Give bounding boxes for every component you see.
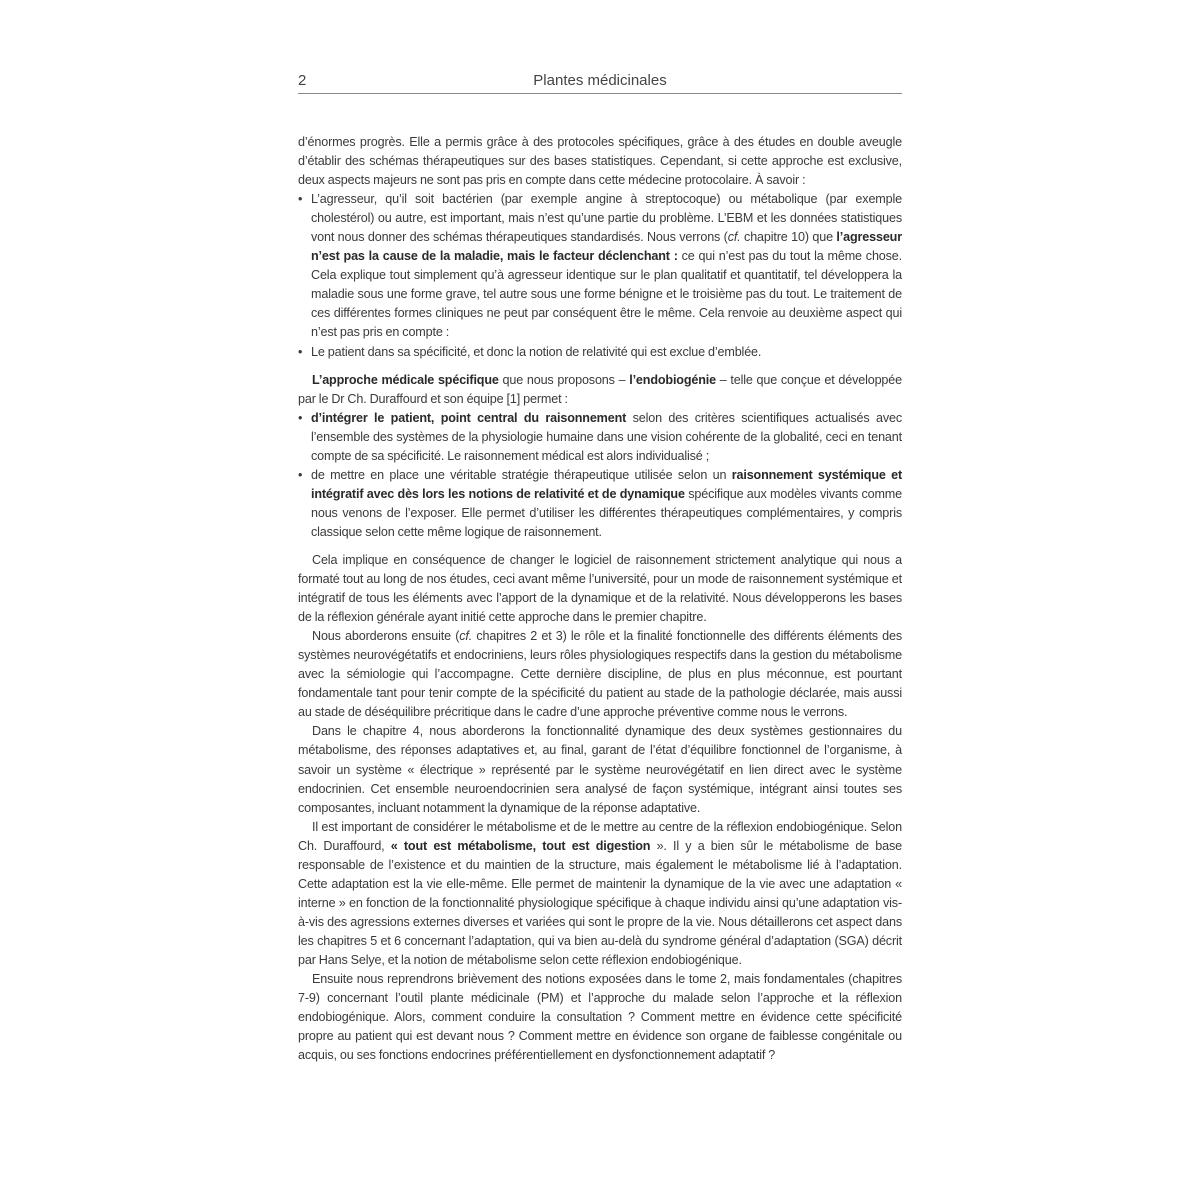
list-item bbox=[298, 343, 902, 362]
bold-text: d’intégrer le patient, point central du raisonnement bbox=[311, 410, 627, 425]
text-run: Il est important de considérer le métabolisme et de le mettre au centre de la réflexion endobiogénique. Selon Ch. Duraffourd, bbox=[298, 819, 902, 853]
paragraph-1: d’énormes progrès. Elle a permis grâce à des protocoles spécifiques, grâce à des études en double aveugle d’établir des schémas thérapeutiques sur des bases statistiques. Cependant, si cette approche est exclusive, deux aspects majeurs ne sont pas pris en compte dans cette médecine protocolaire. À savoir : bbox=[298, 135, 902, 188]
text-run: spécifique aux modèles vivants comme nous venons de l’exposer. Elle permet d’utiliser les différentes thérapeutiques complémentaires, y compris classique selon cette même logique de raisonnement. bbox=[311, 486, 902, 539]
text-run: L’agresseur, qu’il soit bactérien (par exemple angine à streptocoque) ou métabolique (par exemple cholestérol) ou autre, est important, mais n’est qu’une partie du problème. L’EBM et les données statistiques vont nous donner des schémas thérapeutiques standardisés. Nous verrons ( bbox=[311, 192, 902, 245]
text-run: selon des critères scientifiques actualisés avec l’ensemble des systèmes de la physiologie humaine dans une vision cohérente de la globalité, ceci en tenant compte de sa spécificité. Le raisonnement médical est alors individualisé ; bbox=[311, 410, 902, 463]
bold-text: L’approche médicale spécifique bbox=[312, 372, 499, 387]
paragraph-4 bbox=[298, 627, 902, 722]
bold-text: « tout est métabolisme, tout est digestion bbox=[390, 838, 651, 853]
paragraph-3: Cela implique en conséquence de changer le logiciel de raisonnement strictement analytique qui nous a formaté tout au long de nos études, ceci avant même l’université, pour un mode de raisonnement systémique et intégratif de tous les éléments avec l’apport de la dynamique et de la relativité. Nous développerons les bases de la réflexion générale ayant initié cette approche dans le premier chapitre. bbox=[298, 552, 902, 625]
paragraph-7: Ensuite nous reprendrons brièvement des notions exposées dans le tome 2, mais fondamentales (chapitres 7-9) concernant l’outil plante médicinale (PM) et l’approche du malade selon l’approche et la réflexion endobiogénique. Alors, comment conduire la consultation ? Comment mettre en évidence cette spécificité propre au patient qui est devant nous ? Comment mettre en évidence son organe de faiblesse congénitale ou acquis, ou ses fonctions endocrines préférentiellement en dysfonctionnement adaptatif ? bbox=[298, 972, 902, 1063]
book-page bbox=[298, 70, 902, 1065]
cf-italic: cf. bbox=[727, 230, 741, 245]
bullet-list-2 bbox=[298, 409, 902, 542]
text-run: Le patient dans sa spécificité, et donc la notion de relativité qui est exclue d’emblée. bbox=[311, 344, 762, 359]
bold-text: l’agresseur n’est pas la cause de la maladie, mais le facteur déclenchant : bbox=[311, 230, 902, 264]
paragraph-2 bbox=[298, 371, 902, 409]
list-item bbox=[298, 466, 902, 542]
text-run: chapitres 2 et 3) le rôle et la finalité fonctionnelle des différents éléments des systèmes neurovégétatifs et endocriniens, leurs rôles physiologiques respectifs dans la gestion du métabolisme avec la sémiologie qui l’accompagne. Cette dernière discipline, de plus en plus méconnue, est pourtant fondamentale tant pour tenir compte de la spécificité du patient au stade de la pathologie déclarée, mais aussi au stade de déséquilibre précritique dans le cadre d’une approche préventive comme nous le verrons. bbox=[298, 629, 903, 720]
body-text bbox=[298, 133, 902, 1065]
text-run: de mettre en place une véritable stratégie thérapeutique utilisée selon un bbox=[311, 467, 732, 482]
bold-text: raisonnement systémique et intégratif avec dès lors les notions de relativité et de dynamique bbox=[311, 467, 902, 501]
bold-text: l’endobiogénie bbox=[629, 372, 716, 387]
paragraph-6 bbox=[298, 818, 902, 970]
list-item bbox=[298, 190, 902, 342]
text-run: – telle que conçue et développée par le Dr Ch. Duraffourd et son équipe [1] permet : bbox=[298, 372, 902, 406]
paragraph-5: Dans le chapitre 4, nous aborderons la fonctionnalité dynamique des deux systèmes gestionnaires du métabolisme, des réponses adaptatives et, au final, garant de l’état d’équilibre fonctionnel de l’organisme, à savoir un système « électrique » représenté par le système neurovégétatif en lien direct avec le système endocrinien. Cet ensemble neuroendocrinien sera analysé de façon systémique, intégrant ainsi toutes ses composantes, incluant notamment la dynamique de la réponse adaptative. bbox=[298, 724, 902, 815]
text-run: Nous aborderons ensuite ( bbox=[312, 629, 460, 644]
cf-italic: cf. bbox=[459, 629, 473, 644]
running-title: Plantes médicinales bbox=[533, 72, 667, 89]
text-run: que nous proposons – bbox=[498, 372, 630, 387]
page-number: 2 bbox=[298, 72, 307, 89]
list-item bbox=[298, 409, 902, 466]
text-run: ». Il y a bien sûr le métabolisme de base responsable de l’existence et du maintien de la structure, mais également le métabolisme lié à l’adaptation. Cette adaptation est la vie elle-même. Elle permet de maintenir la dynamique de la vie avec une adaptation « interne » en fonction de la fonctionnalité physiologique spécifique à chaque individu ainsi qu’une adaptation vis-à-vis des agressions externes diverses et variées qui sont le propre de la vie. Nous détaillerons cet aspect dans les chapitres 5 et 6 concernant l’adaptation, qui va bien au-delà du syndrome général d’adaptation (SGA) décrit par Hans Selye, et la notion de métabolisme selon cette réflexion endobiogénique. bbox=[298, 838, 902, 967]
bullet-list-1 bbox=[298, 190, 902, 361]
text-run: ce qui n’est pas du tout la même chose. Cela explique tout simplement qu’à agresseur identique sur le plan qualitatif et quantitatif, tel développera la maladie sous une forme grave, tel autre sous une forme bénigne et le troisième pas du tout. Le traitement de ces différentes formes cliniques ne peut par conséquent être le même. Cela renvoie au deuxième aspect qui n’est pas pris en compte : bbox=[311, 249, 903, 340]
running-header bbox=[298, 70, 902, 94]
text-run: chapitre 10) que bbox=[740, 230, 837, 245]
